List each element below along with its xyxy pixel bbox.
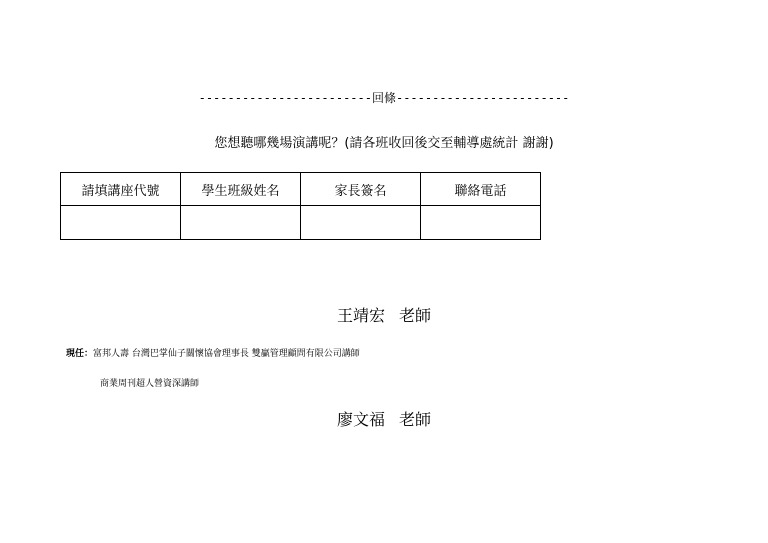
header-parent-signature: 家長簽名 (301, 173, 421, 206)
parent-signature-cell[interactable] (301, 206, 421, 240)
speaker-title: 老師 (399, 410, 432, 429)
header-student-class-name: 學生班級姓名 (181, 173, 301, 206)
header-contact-phone: 聯絡電話 (421, 173, 541, 206)
speaker-heading-2 (0, 410, 768, 430)
speaker-name: 王靖宏 (336, 306, 385, 325)
reply-slip-divider: ------------------------回條------------------------ (198, 91, 570, 105)
table-row (61, 206, 541, 240)
lecture-question: 您想聽哪幾場演講呢？(請各班收回後交至輔導處統計 謝謝) (214, 136, 554, 151)
speaker-heading-1 (0, 306, 768, 326)
speaker-bio-line-1 (66, 348, 360, 360)
header-lecture-code: 請填講座代號 (61, 173, 181, 206)
bio-text: 富邦人壽 台灣巴掌仙子關懷協會理事長 雙贏管理顧問有限公司講師 (93, 349, 360, 359)
contact-phone-cell[interactable] (421, 206, 541, 240)
speaker-title: 老師 (399, 306, 432, 325)
bio-label: 現任： (66, 349, 94, 359)
speaker-bio-line-2: 商業周刊超人營資深講師 (100, 379, 200, 389)
reply-form-table (60, 172, 541, 240)
speaker-name: 廖文福 (336, 410, 385, 429)
student-class-name-cell[interactable] (181, 206, 301, 240)
lecture-code-cell[interactable] (61, 206, 181, 240)
table-header-row (61, 173, 541, 206)
